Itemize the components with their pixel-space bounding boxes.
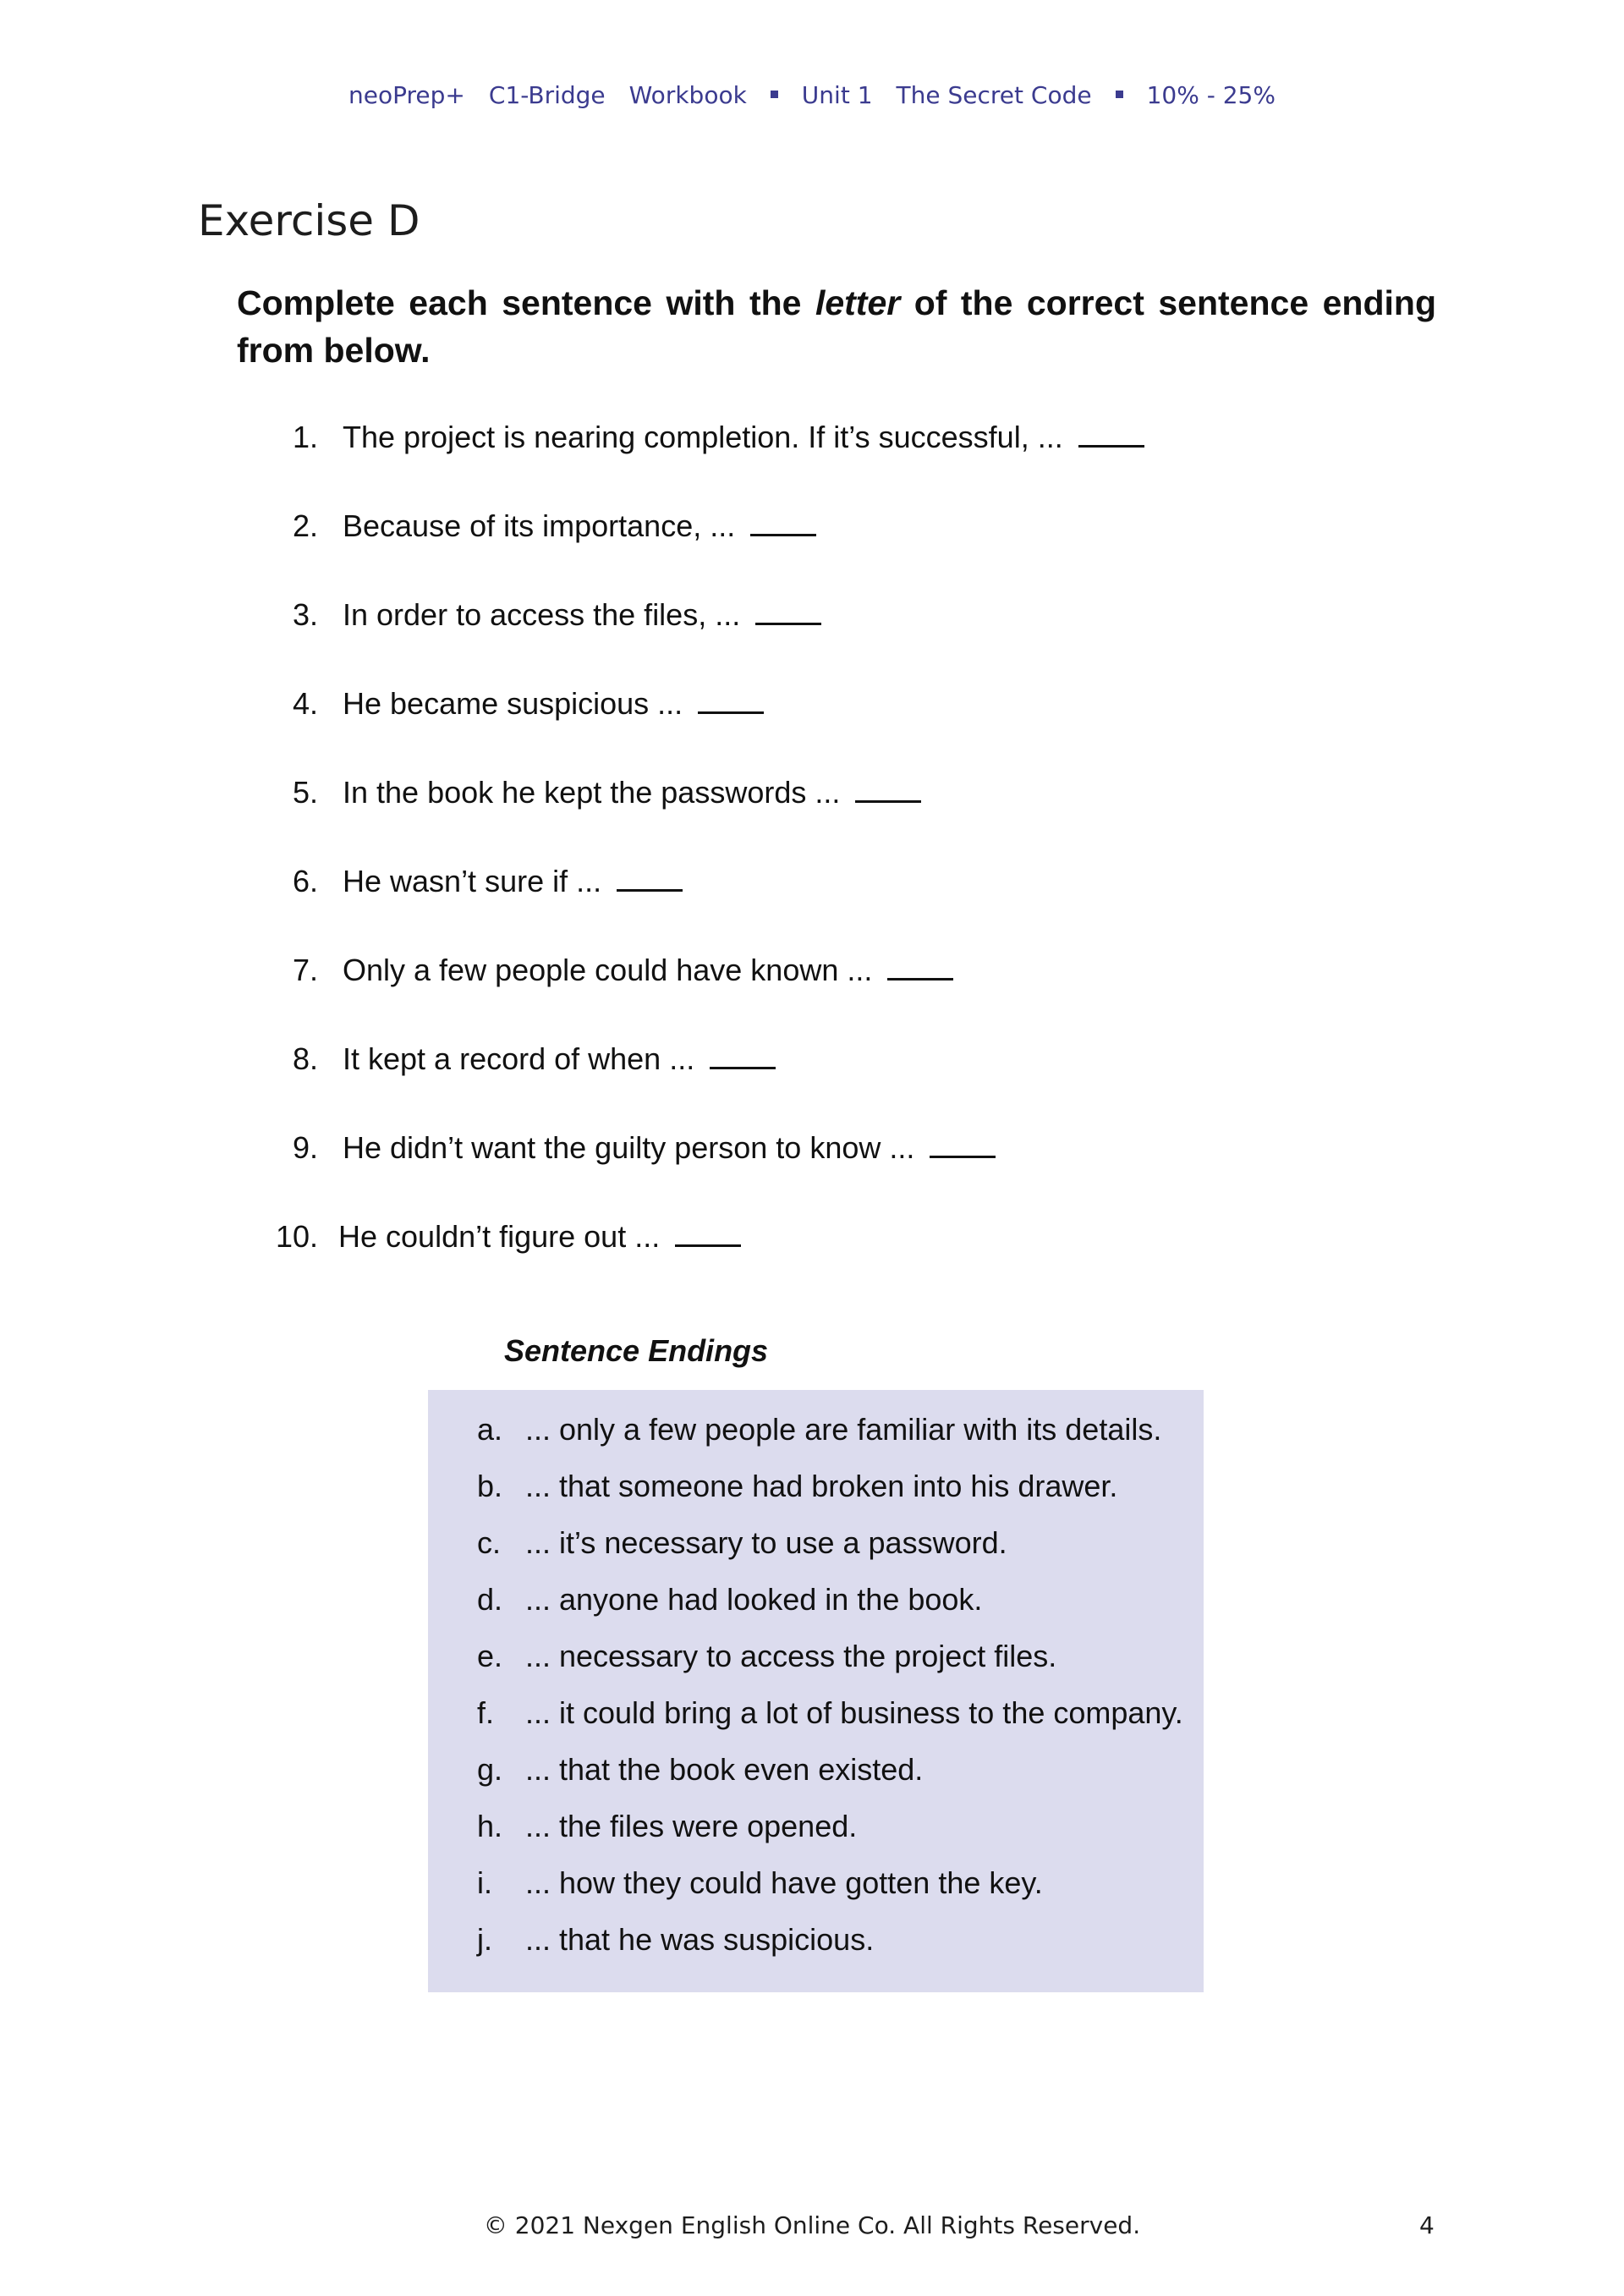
answer-blank[interactable] — [930, 1130, 996, 1158]
header-book: Workbook — [628, 81, 747, 109]
ending-item — [428, 1922, 1204, 1973]
question-number: 3. — [292, 597, 318, 632]
separator-square-icon — [1116, 91, 1123, 98]
ending-text: ... that he was suspicious. — [525, 1922, 875, 1957]
ending-letter: b. — [477, 1469, 503, 1503]
question-number: 8. — [292, 1041, 318, 1076]
sentence-endings-box — [428, 1390, 1204, 1992]
question-number: 10. — [275, 1219, 318, 1254]
separator-square-icon — [771, 91, 778, 98]
instruction-text: Complete each sentence with the — [237, 283, 815, 322]
header-unit: Unit 1 — [801, 81, 873, 109]
question-number: 4. — [292, 686, 318, 721]
sentence-endings-title: Sentence Endings — [504, 1333, 769, 1368]
header-brand: neoPrep+ — [348, 81, 465, 109]
question-text-content: He became suspicious ... — [343, 686, 683, 721]
header-level: C1-Bridge — [488, 81, 606, 109]
question-text — [343, 420, 1144, 455]
ending-text: ... only a few people are familiar with its details. — [525, 1412, 1162, 1447]
exercise-instructions — [237, 279, 1436, 374]
question-text — [343, 775, 921, 810]
ending-text: ... necessary to access the project files. — [525, 1639, 1057, 1673]
answer-blank[interactable] — [1078, 420, 1144, 448]
ending-letter: d. — [477, 1582, 503, 1617]
ending-letter: c. — [477, 1525, 502, 1560]
ending-letter: e. — [477, 1639, 503, 1673]
answer-blank[interactable] — [617, 864, 683, 892]
ending-text: ... the files were opened. — [525, 1809, 858, 1843]
answer-blank[interactable] — [750, 508, 816, 536]
question-text — [343, 953, 953, 988]
question-number: 5. — [292, 775, 318, 810]
ending-letter: j. — [477, 1922, 492, 1957]
page-header — [0, 81, 1624, 109]
question-text-content: He couldn’t figure out ... — [338, 1219, 661, 1254]
question-text — [343, 1041, 776, 1077]
question-text — [343, 1130, 996, 1166]
question-number: 7. — [292, 953, 318, 987]
question-text — [343, 597, 821, 633]
copyright-footer: © 2021 Nexgen English Online Co. All Rights Reserved. — [483, 2211, 1141, 2239]
ending-text: ... it could bring a lot of business to the company. — [525, 1695, 1183, 1730]
ending-item — [428, 1412, 1204, 1463]
header-unit-title: The Secret Code — [896, 81, 1092, 109]
question-text-content: In the book he kept the passwords ... — [343, 775, 841, 810]
question-text-content: The project is nearing completion. If it’s successful, ... — [343, 420, 1063, 454]
question-text-content: It kept a record of when ... — [343, 1041, 695, 1076]
ending-text: ... it’s necessary to use a password. — [525, 1525, 1007, 1560]
ending-letter: f. — [477, 1695, 495, 1730]
ending-item — [428, 1469, 1204, 1519]
question-text-content: In order to access the files, ... — [343, 597, 741, 632]
ending-item — [428, 1865, 1204, 1916]
question-text-content: Only a few people could have known ... — [343, 953, 873, 987]
ending-item — [428, 1752, 1204, 1803]
question-text-content: He wasn’t sure if ... — [343, 864, 602, 898]
ending-item — [428, 1695, 1204, 1746]
question-number: 9. — [292, 1130, 318, 1165]
instruction-text: of the correct sentence ending from below. — [237, 283, 1436, 370]
question-text — [338, 1219, 741, 1255]
ending-letter: i. — [477, 1865, 492, 1900]
ending-item — [428, 1639, 1204, 1689]
question-number: 2. — [292, 508, 318, 543]
ending-text: ... that the book even existed. — [525, 1752, 924, 1787]
answer-blank[interactable] — [698, 686, 764, 714]
question-text — [343, 686, 764, 722]
question-number: 1. — [292, 420, 318, 454]
ending-item — [428, 1582, 1204, 1633]
ending-letter: a. — [477, 1412, 503, 1447]
question-text-content: He didn’t want the guilty person to know ... — [343, 1130, 915, 1165]
ending-item — [428, 1809, 1204, 1859]
header-range: 10% - 25% — [1146, 81, 1276, 109]
answer-blank[interactable] — [710, 1041, 776, 1069]
exercise-title: Exercise D — [198, 196, 420, 245]
answer-blank[interactable] — [675, 1219, 741, 1247]
ending-letter: h. — [477, 1809, 503, 1843]
page-number: 4 — [1419, 2211, 1435, 2239]
ending-text: ... anyone had looked in the book. — [525, 1582, 983, 1617]
ending-item — [428, 1525, 1204, 1576]
ending-text: ... that someone had broken into his drawer. — [525, 1469, 1118, 1503]
question-text — [343, 508, 816, 544]
ending-letter: g. — [477, 1752, 503, 1787]
ending-text: ... how they could have gotten the key. — [525, 1865, 1043, 1900]
answer-blank[interactable] — [755, 597, 821, 625]
question-number: 6. — [292, 864, 318, 898]
instruction-emphasis: letter — [815, 283, 901, 322]
answer-blank[interactable] — [887, 953, 953, 980]
question-text-content: Because of its importance, ... — [343, 508, 736, 543]
answer-blank[interactable] — [855, 775, 921, 803]
question-text — [343, 864, 683, 899]
